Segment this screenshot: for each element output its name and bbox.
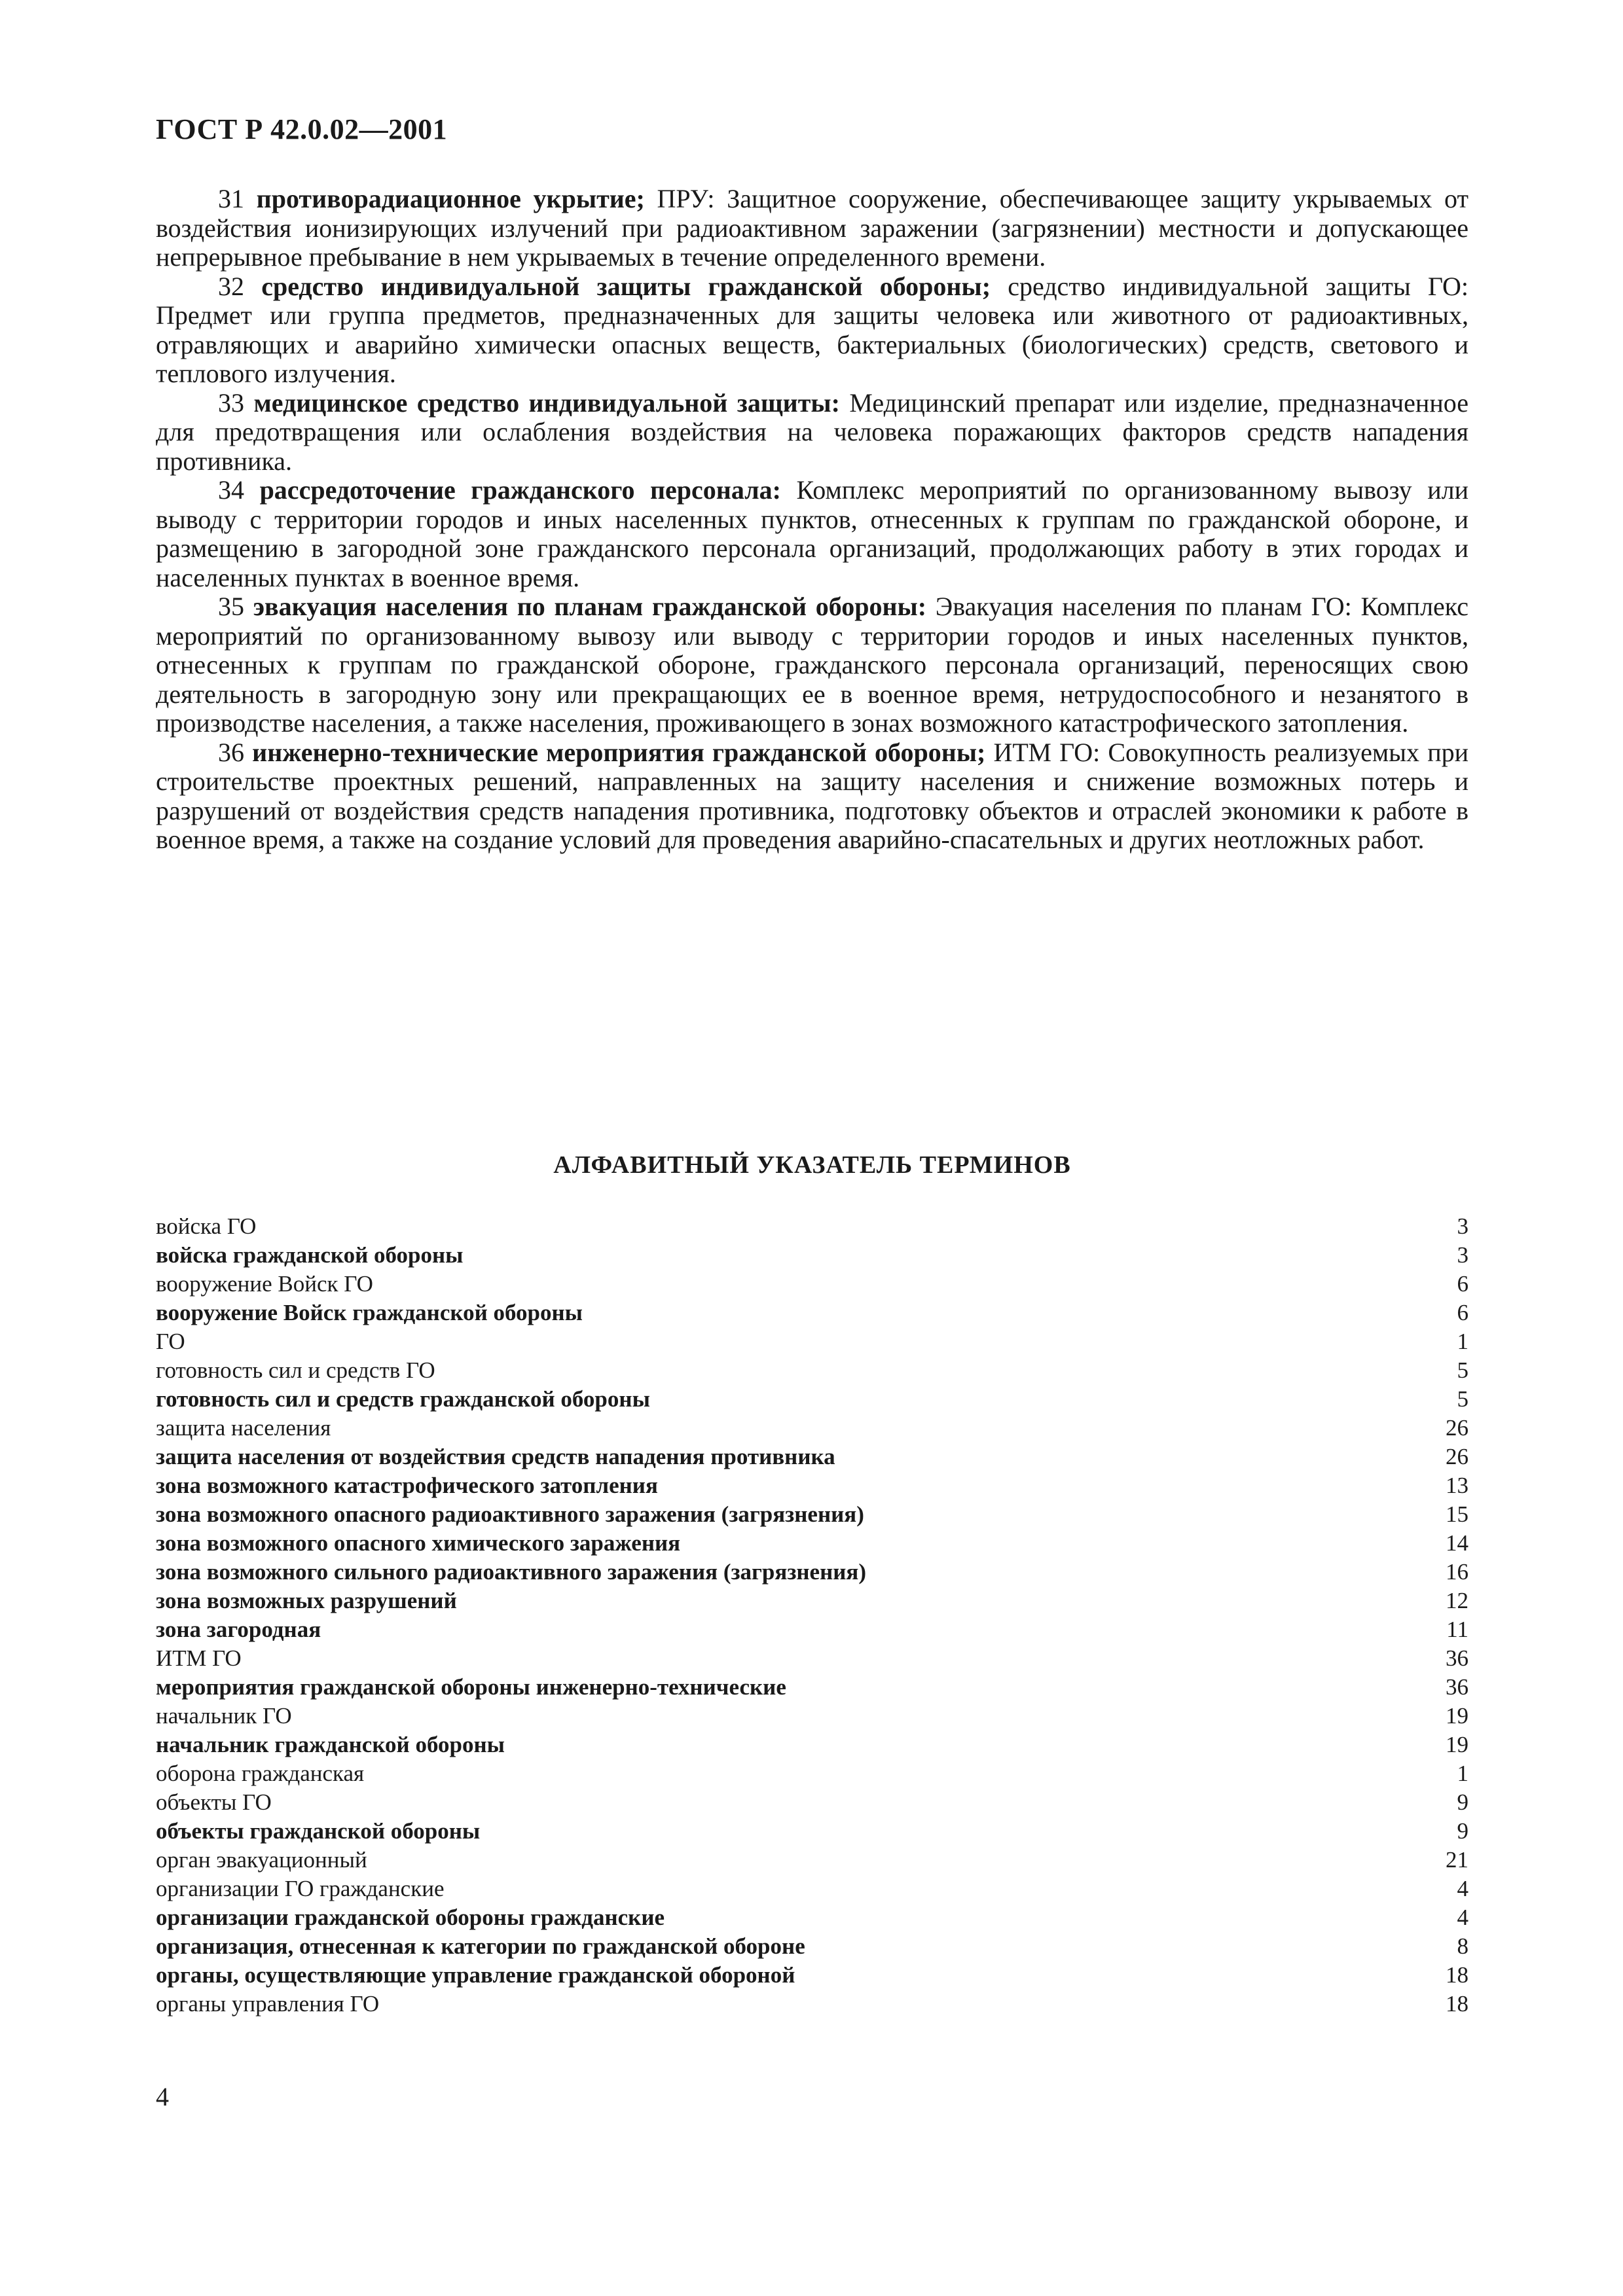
term-paragraph-31 — [156, 185, 1468, 272]
term-name: противорадиационное укрытие; — [256, 184, 645, 213]
term-number: 36 — [218, 737, 244, 767]
index-term: органы, осуществляющие управление гражданской обороной — [156, 1962, 795, 1988]
index-term: вооружение Войск гражданской обороны — [156, 1300, 583, 1325]
index-row — [156, 1644, 1468, 1673]
term-name: медицинское средство индивидуальной защиты: — [253, 387, 840, 418]
index-term: орган эвакуационный — [156, 1847, 367, 1873]
index-term: зона загородная — [156, 1617, 321, 1642]
index-page-ref: 6 — [1457, 1300, 1468, 1325]
index-page-ref: 4 — [1457, 1876, 1468, 1901]
index-row — [156, 1817, 1468, 1846]
term-paragraph-35 — [156, 592, 1468, 738]
index-term: войска ГО — [156, 1213, 257, 1239]
index-row — [156, 1587, 1468, 1615]
index-page-ref: 18 — [1446, 1962, 1468, 1988]
index-term: органы управления ГО — [156, 1991, 380, 2017]
term-number: 32 — [218, 271, 244, 301]
term-name: эвакуация населения по планам гражданской обороны: — [253, 592, 927, 621]
index-row — [156, 1471, 1468, 1500]
index-term: начальник ГО — [156, 1703, 292, 1729]
index-page-ref: 21 — [1446, 1847, 1468, 1873]
index-term: защита населения от воздействия средств нападения противника — [156, 1444, 835, 1469]
index-page-ref: 3 — [1457, 1213, 1468, 1239]
term-paragraph-33 — [156, 389, 1468, 476]
term-number: 34 — [218, 475, 244, 505]
index-page-ref: 19 — [1446, 1703, 1468, 1729]
index-page-ref: 36 — [1446, 1674, 1468, 1700]
term-name: средство индивидуальной защиты гражданской обороны; — [261, 271, 991, 301]
index-term: объекты гражданской обороны — [156, 1818, 481, 1844]
index-term: зона возможного опасного радиоактивного заражения (загрязнения) — [156, 1501, 864, 1527]
index-term: объекты ГО — [156, 1789, 272, 1815]
index-row — [156, 1615, 1468, 1644]
index-term: готовность сил и средств гражданской обороны — [156, 1386, 650, 1412]
index-page-ref: 9 — [1457, 1818, 1468, 1844]
index-page-ref: 1 — [1457, 1761, 1468, 1786]
index-row — [156, 1443, 1468, 1471]
index-page-ref: 4 — [1457, 1905, 1468, 1930]
index-term: начальник гражданской обороны — [156, 1732, 505, 1757]
index-row — [156, 1385, 1468, 1414]
index-title: АЛФАВИТНЫЙ УКАЗАТЕЛЬ ТЕРМИНОВ — [553, 1151, 1071, 1179]
index-term: ГО — [156, 1329, 185, 1354]
index-list — [156, 1212, 1468, 2018]
index-page-ref: 19 — [1446, 1732, 1468, 1757]
term-definition: Эвакуация населения по планам ГО: Комплекс мероприятий по организованному вывозу или выводу с территории городов и иных населенных пунктов, отнесенных к группам по гражданской обороне, гражданского персонала организаций, переносящих свою деятельность в загородную зону или прекращающих ее в военное время, нетрудоспособного и незанятого в производстве населения, а также населения, проживающего в зонах возможного катастрофического затопления. — [156, 592, 1468, 738]
index-term: защита населения — [156, 1415, 331, 1441]
index-row — [156, 1673, 1468, 1702]
index-page-ref: 3 — [1457, 1242, 1468, 1268]
index-row — [156, 1874, 1468, 1903]
index-page-ref: 36 — [1446, 1645, 1468, 1671]
term-number: 33 — [218, 387, 244, 418]
index-row — [156, 1327, 1468, 1356]
index-page-ref: 5 — [1457, 1386, 1468, 1412]
index-row — [156, 1702, 1468, 1731]
index-row — [156, 1990, 1468, 2018]
index-row — [156, 1299, 1468, 1327]
terms-section — [156, 185, 1468, 855]
index-page-ref: 16 — [1446, 1559, 1468, 1585]
index-row — [156, 1212, 1468, 1241]
index-row — [156, 1932, 1468, 1961]
index-page-ref: 5 — [1457, 1357, 1468, 1383]
term-definition: ИТМ ГО: Совокупность реализуемых при строительстве проектных решений, направленных на защиту населения и снижение возможных потерь и разрушений от воздействия средств нападения противника, подготовку объектов и отраслей экономики к работе в военное время, а также на создание условий для проведения аварийно-спасательных и других неотложных работ. — [156, 737, 1469, 854]
index-term: зона возможного сильного радиоактивного заражения (загрязнения) — [156, 1559, 867, 1585]
index-row — [156, 1241, 1468, 1270]
index-page-ref: 1 — [1457, 1329, 1468, 1354]
index-row — [156, 1903, 1468, 1932]
index-page-ref: 12 — [1446, 1588, 1468, 1613]
index-page-ref: 26 — [1446, 1444, 1468, 1469]
term-number: 35 — [218, 592, 244, 621]
index-row — [156, 1529, 1468, 1558]
index-row — [156, 1846, 1468, 1874]
index-term: организации гражданской обороны гражданские — [156, 1905, 665, 1930]
term-paragraph-34 — [156, 476, 1468, 592]
index-term: ИТМ ГО — [156, 1645, 242, 1671]
index-row — [156, 1731, 1468, 1759]
term-definition: ПРУ: Защитное сооружение, обеспечивающее защиту укрываемых от воздействия ионизирующих излучений при радиоактивном заражении (загрязнении) местности и допускающее непрерывное пребывание в нем укрываемых в течение определенного времени. — [156, 184, 1469, 272]
term-definition: Комплекс мероприятий по организованному вывозу или выводу с территории городов и иных населенных пунктов, отнесенных к группам по гражданской обороне, и размещению в загородной зоне гражданского персонала организаций, продолжающих работу в этих городах и населенных пунктах в военное время. — [156, 475, 1468, 592]
index-row — [156, 1356, 1468, 1385]
term-number: 31 — [218, 184, 244, 213]
index-row — [156, 1270, 1468, 1299]
index-page-ref: 15 — [1446, 1501, 1468, 1527]
term-name: инженерно-технические мероприятия гражданской обороны; — [252, 737, 986, 767]
index-term: зона возможного опасного химического заражения — [156, 1530, 681, 1556]
index-term: зона возможного катастрофического затопления — [156, 1473, 658, 1498]
index-term: зона возможных разрушений — [156, 1588, 457, 1613]
term-paragraph-36 — [156, 738, 1468, 855]
index-page-ref: 14 — [1446, 1530, 1468, 1556]
term-definition: средство индивидуальной защиты ГО: Предмет или группа предметов, предназначенных для защиты человека или животного от радиоактивных, отравляющих и аварийно химически опасных веществ, бактериальных (биологических) средств, светового и теплового излучения. — [156, 271, 1469, 388]
index-page-ref: 8 — [1457, 1933, 1468, 1959]
document-header: ГОСТ Р 42.0.02—2001 — [156, 113, 448, 145]
term-name: рассредоточение гражданского персонала: — [259, 475, 781, 505]
index-term: вооружение Войск ГО — [156, 1271, 373, 1297]
index-page-ref: 18 — [1446, 1991, 1468, 2017]
index-row — [156, 1759, 1468, 1788]
index-term: готовность сил и средств ГО — [156, 1357, 435, 1383]
index-page-ref: 13 — [1446, 1473, 1468, 1498]
index-term: мероприятия гражданской обороны инженерно-технические — [156, 1674, 786, 1700]
index-page-ref: 11 — [1446, 1617, 1468, 1642]
term-paragraph-32 — [156, 272, 1468, 389]
index-row — [156, 1558, 1468, 1587]
index-row — [156, 1414, 1468, 1443]
index-page-ref: 26 — [1446, 1415, 1468, 1441]
index-row — [156, 1788, 1468, 1817]
index-term: организации ГО гражданские — [156, 1876, 445, 1901]
index-term: оборона гражданская — [156, 1761, 365, 1786]
index-page-ref: 9 — [1457, 1789, 1468, 1815]
page-number: 4 — [156, 2082, 169, 2111]
index-page-ref: 6 — [1457, 1271, 1468, 1297]
index-term: организация, отнесенная к категории по гражданской обороне — [156, 1933, 805, 1959]
index-row — [156, 1500, 1468, 1529]
index-term: войска гражданской обороны — [156, 1242, 464, 1268]
index-row — [156, 1961, 1468, 1990]
term-definition: Медицинский препарат или изделие, предназначенное для предотвращения или ослабления воздействия на человека поражающих факторов средств нападения противника. — [156, 387, 1468, 476]
